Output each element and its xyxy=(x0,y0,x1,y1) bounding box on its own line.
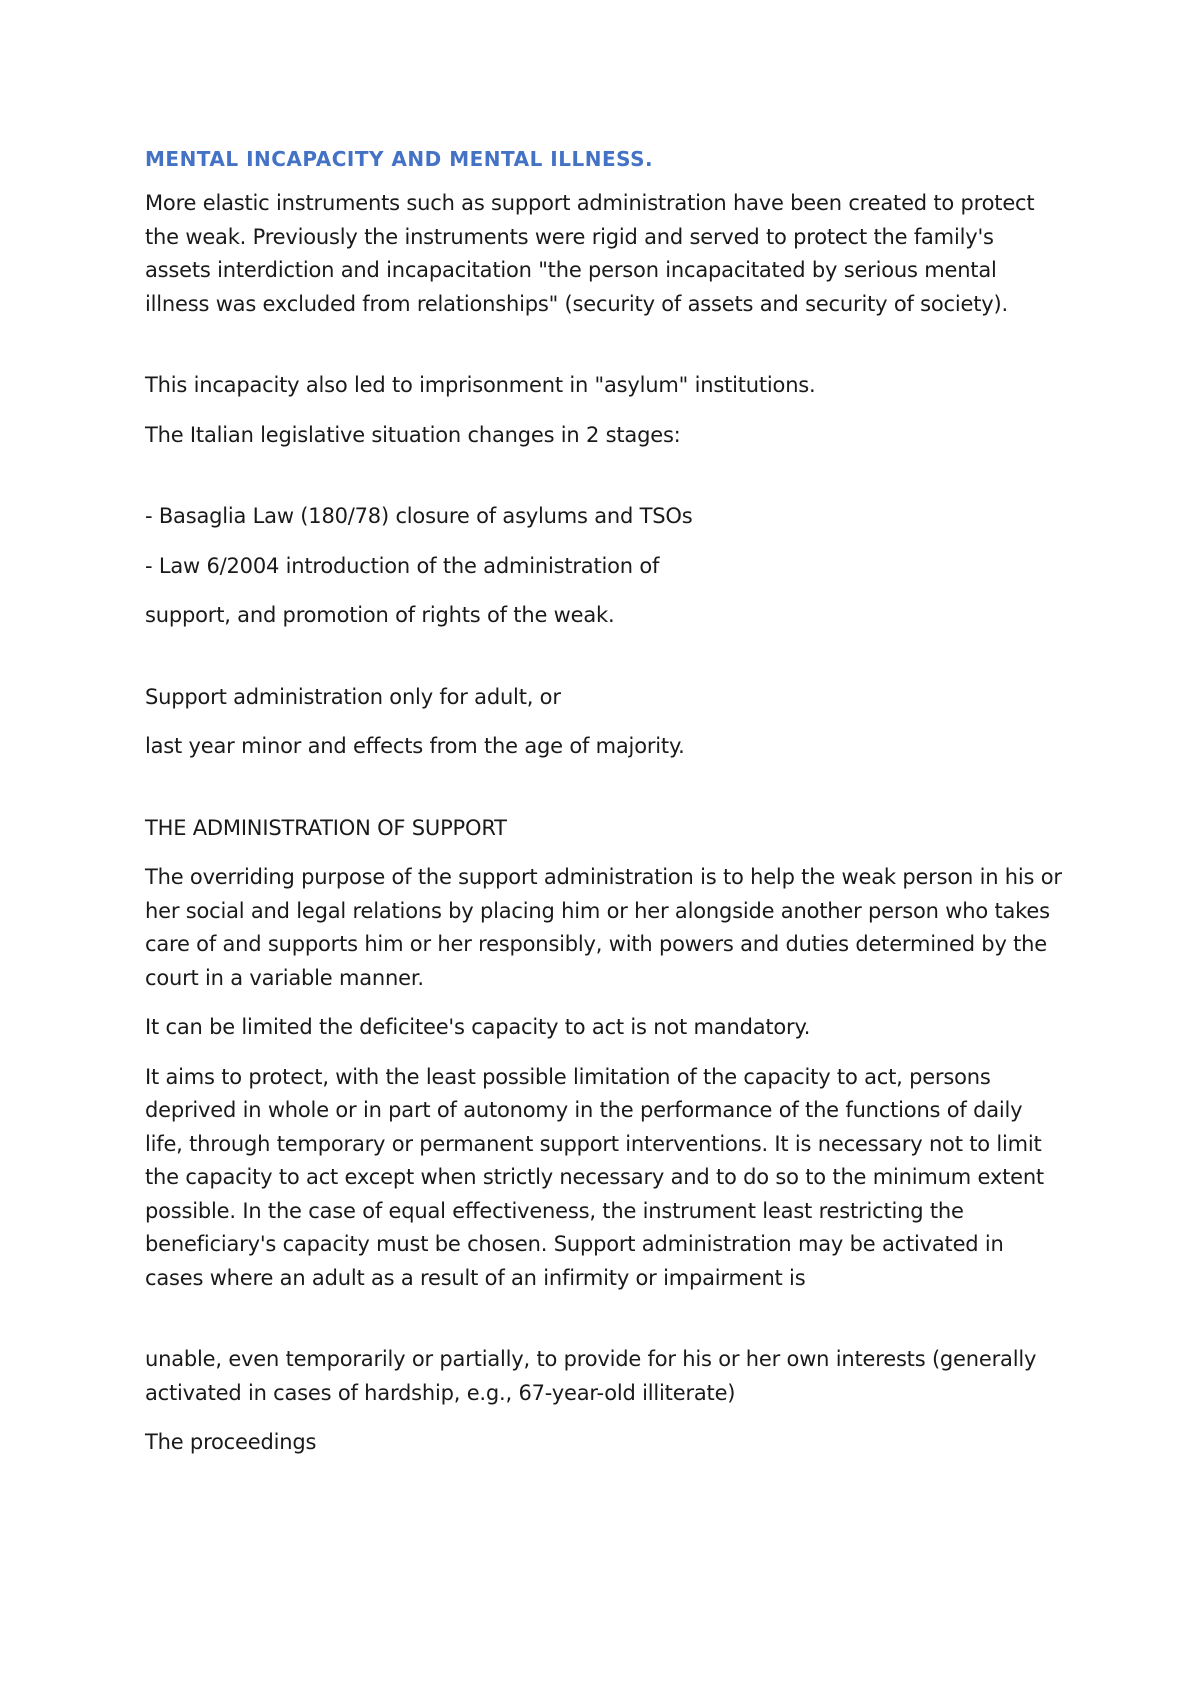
section-heading: THE ADMINISTRATION OF SUPPORT xyxy=(145,815,507,840)
paragraph-adult-only: Support administration only for adult, or xyxy=(145,684,561,709)
paragraph-proceedings: The proceedings xyxy=(145,1430,317,1454)
paragraph-intro: More elastic instruments such as support administration have been created to protect the weak. Previously the instruments were rigid and served to protect the family's assets interdiction and incapacitation "the person incapacitated by serious mental illness was excluded from relationships" (security of assets and security of society). xyxy=(145,191,1035,316)
paragraph-aims: It aims to protect, with the least possible limitation of the capacity to act, persons deprived in whole or in part of autonomy in the performance of the functions of daily life, through temporary or permanent support interventions. It is necessary not to limit the capacity to act except when strictly necessary and to do so to the minimum extent possible. In the case of equal effectiveness, the instrument least restricting the beneficiary's capacity must be chosen. Support administration may be activated in cases where an adult as a result of an infirmity or impairment is xyxy=(145,1064,1044,1290)
paragraph-minor: last year minor and effects from the age of majority. xyxy=(145,734,685,758)
paragraph-unable: unable, even temporarily or partially, to provide for his or her own interests (generally activated in cases of hardship, e.g., 67-year-old illiterate) xyxy=(145,1347,1037,1405)
document-title: MENTAL INCAPACITY AND MENTAL ILLNESS. xyxy=(145,147,654,171)
paragraph-stages: The Italian legislative situation changes in 2 stages: xyxy=(145,422,681,447)
document-page xyxy=(145,145,1065,1476)
paragraph-purpose: The overriding purpose of the support administration is to help the weak person in his or her social and legal relations by placing him or her alongside another person who takes care of and supports him or her responsibly, with powers and duties determined by the court in a variable manner. xyxy=(145,865,1062,990)
paragraph-asylum: This incapacity also led to imprisonment in "asylum" institutions. xyxy=(145,373,816,397)
list-item-law-2004: - Law 6/2004 introduction of the administration of xyxy=(145,553,660,578)
list-item-basaglia: - Basaglia Law (180/78) closure of asylums and TSOs xyxy=(145,504,693,528)
paragraph-support-rights: support, and promotion of rights of the weak. xyxy=(145,603,615,627)
paragraph-limited-capacity: It can be limited the deficitee's capacity to act is not mandatory. xyxy=(145,1015,811,1039)
